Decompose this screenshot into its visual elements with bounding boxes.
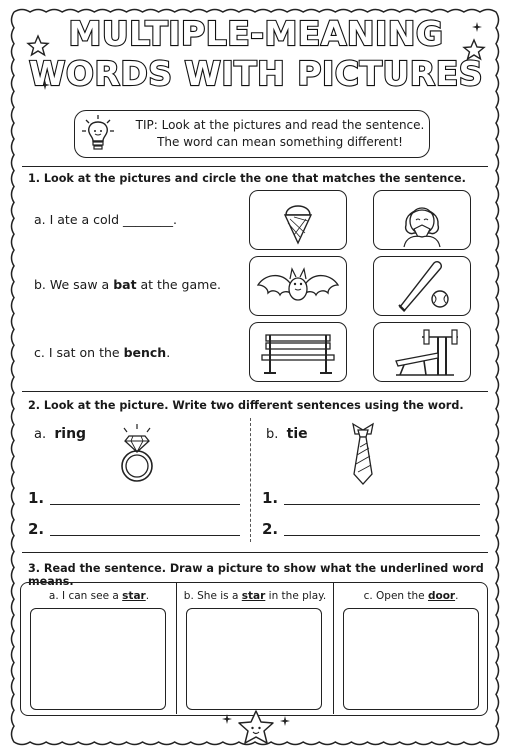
drawing-box-a[interactable] [30,608,166,710]
page-title-line-2: WORDS WITH PICTURES [28,54,484,93]
picture-option-bat-animal[interactable] [249,256,347,316]
picture-option-sick-person[interactable] [373,190,471,250]
tip-line-1: TIP: Look at the pictures and read the sentence. [135,118,425,132]
drawing-prompt-a: a. I can see a star. [48,590,150,602]
column-divider [176,583,177,714]
section-2-heading: 2. Look at the picture. Write two different sentences using the word. [28,399,464,412]
baseball-bat-icon [374,257,470,315]
diamond-ring-icon [110,422,164,486]
drawing-box-b[interactable] [186,608,322,710]
writing-line-ring-2[interactable] [50,535,240,536]
drawing-prompt-c: c. Open the door. [363,590,459,602]
line-number-2: 2. [262,520,279,538]
drawing-prompt-b: b. She is a star in the play. [183,590,327,602]
picture-option-park-bench[interactable] [249,322,347,382]
column-divider [250,418,251,542]
picture-option-ice-cream[interactable] [249,190,347,250]
word-ring-label: a. ring [34,426,87,442]
question-1b: b. We saw a bat at the game. [34,277,221,292]
park-bench-icon [250,323,346,381]
sparkle-icon [222,714,232,724]
divider [22,391,488,392]
divider [22,166,488,167]
question-1a: a. I ate a cold ________. [34,212,178,227]
ice-cream-icon [250,191,346,249]
divider [22,552,488,553]
bat-animal-icon [250,257,346,315]
writing-line-tie-2[interactable] [284,535,480,536]
weight-bench-icon [374,323,470,381]
picture-option-baseball-bat[interactable] [373,256,471,316]
column-divider [333,583,334,714]
picture-option-weight-bench[interactable] [373,322,471,382]
line-number-1: 1. [28,489,45,507]
line-number-2: 2. [28,520,45,538]
word-tie-label: b. tie [266,426,308,442]
section-3-heading: 3. Read the sentence. Draw a picture to show what the underlined word means. [28,562,484,588]
question-1c: c. I sat on the bench. [34,345,171,360]
tip-box [74,110,430,158]
writing-line-ring-1[interactable] [50,504,240,505]
smiling-star-icon [236,708,276,748]
section-1-heading: 1. Look at the pictures and circle the one that matches the sentence. [28,172,466,185]
necktie-icon [346,420,380,488]
line-number-1: 1. [262,489,279,507]
sparkle-icon [280,716,290,726]
writing-line-tie-1[interactable] [284,504,480,505]
lightbulb-icon [80,114,116,154]
drawing-box-c[interactable] [343,608,479,710]
page-title-line-1: MULTIPLE-MEANING [68,14,444,53]
tip-line-2: The word can mean something different! [157,135,403,149]
person-with-cold-icon [374,191,470,249]
